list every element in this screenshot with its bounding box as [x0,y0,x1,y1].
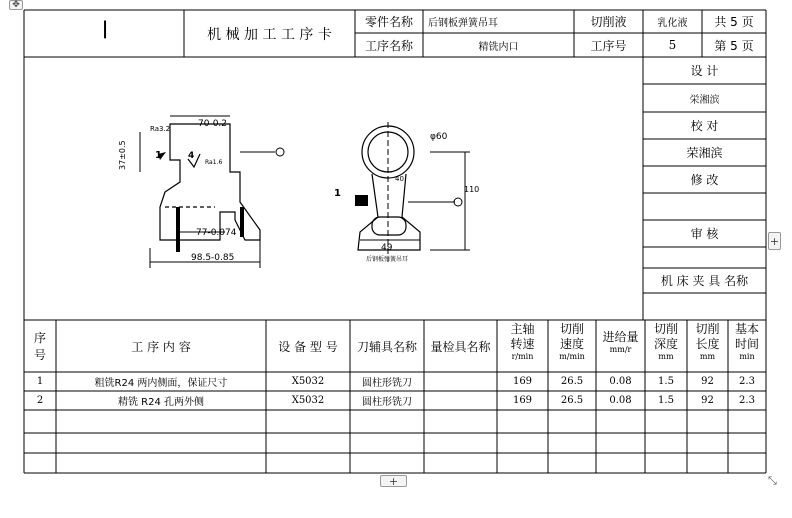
process-name-value[interactable]: 精铣内口 [478,41,519,53]
row-content[interactable]: 精铣 R24 孔两外侧 [117,397,205,408]
col-basic-time-header [728,322,766,361]
col-length-header [687,322,728,361]
dim-diameter: φ60 [430,132,448,142]
row-gauge[interactable] [424,391,497,410]
header-left-mark: | [101,17,109,39]
row-seq[interactable]: 2 [36,395,44,406]
locator-1-left: 1 [155,150,162,161]
card-title: 机 械 加 工 工 序 卡 [207,26,332,43]
row-cut-speed[interactable]: 26.5 [560,395,584,406]
row-depth[interactable]: 1.5 [658,395,674,406]
cut-speed-unit: m/min [559,352,585,361]
roughness-mid: Ra1.6 [205,159,223,166]
feed-unit: mm/r [609,345,632,354]
depth-unit: mm [658,352,674,361]
dim-top-left: 70-0.2 [198,119,228,129]
row-content[interactable]: 粗铣R24 两内侧面，保证尺寸 [94,378,228,389]
process-name-label: 工序名称 [364,38,413,53]
locator-1-right: 1 [334,188,341,199]
col-gauge-header: 量检具名称 [430,339,491,354]
dim-40: 40 [395,175,404,183]
add-column-button[interactable]: + [768,232,781,250]
col-tool-header: 刀辅具名称 [356,339,417,354]
row-length[interactable]: 92 [701,395,714,406]
row-spindle[interactable]: 169 [512,376,533,387]
spindle-unit: r/min [511,352,534,361]
locator-4-left: 4 [188,151,195,161]
page-number: 第 5 页 [714,38,754,53]
row-depth[interactable]: 1.5 [658,376,674,387]
row-tool[interactable]: 圆柱形铣刀 [362,378,412,389]
revise-label: 修 改 [690,173,719,187]
part-name-value[interactable]: 后钢板弹簧吊耳 [428,18,498,29]
basic-time-unit: min [739,352,755,361]
row-gauge[interactable] [424,372,497,391]
dim-left: 37±0.5 [118,140,127,170]
row-spindle[interactable]: 169 [512,395,533,406]
col-spindle-header [497,322,548,361]
dim-110: 110 [464,185,480,194]
row-length[interactable]: 92 [701,376,714,387]
part-drawing-right [330,122,480,267]
cutting-fluid-label: 切削液 [590,15,627,29]
drawing-note: 后钢板弹簧吊耳 [366,256,409,263]
review-label: 审 核 [690,227,719,241]
dim-bottom: 98.5-0.85 [191,253,235,263]
designer-name[interactable]: 栄湘滨 [689,94,720,106]
roughness-top: Ra3.2 [150,125,171,133]
dim-77: 77-0.074 [196,228,237,238]
row-tool[interactable]: 圆柱形铣刀 [362,397,412,408]
col-depth-header [645,322,687,361]
spindle-label: 主轴转速 [510,322,535,351]
row-time[interactable]: 2.3 [739,395,755,406]
fixture-label: 机 床 夹 具 名称 [660,274,749,288]
checker-name[interactable]: 荣湘滨 [686,146,723,160]
row-cut-speed[interactable]: 26.5 [560,376,584,387]
row-equipment[interactable]: X5032 [291,376,325,387]
table-move-handle[interactable]: ✥ [9,0,23,10]
col-feed-header [596,330,645,354]
add-row-button[interactable]: + [380,475,407,487]
row-feed[interactable]: 0.08 [609,395,632,406]
total-pages: 共 5 页 [714,15,754,29]
part-drawing-left [110,112,300,272]
dim-49: 49 [381,243,393,253]
cut-speed-label: 切削速度 [560,322,585,351]
length-unit: mm [699,352,716,361]
row-equipment[interactable]: X5032 [291,395,325,406]
row-feed[interactable]: 0.08 [609,376,632,387]
col-seq-header: 序号 [33,331,46,362]
col-cut-speed-header [548,322,596,361]
col-content-header: 工 序 内 容 [131,339,191,354]
check-label: 校 对 [690,119,719,133]
col-equipment-header: 设 备 型 号 [278,339,338,354]
part-name-label: 零件名称 [364,15,413,29]
design-label: 设 计 [690,64,719,78]
table-resize-handle[interactable]: ⤡ [768,474,777,487]
process-no-value[interactable]: 5 [668,38,677,52]
basic-time-label: 基本时间 [734,322,759,351]
row-seq[interactable]: 1 [36,376,44,387]
length-label: 切削长度 [695,322,720,351]
feed-label: 进给量 [602,330,639,344]
row-time[interactable]: 2.3 [739,376,755,387]
cutting-fluid-value[interactable]: 乳化液 [657,18,688,29]
process-no-label: 工序号 [590,38,627,53]
depth-label: 切削深度 [653,322,678,351]
